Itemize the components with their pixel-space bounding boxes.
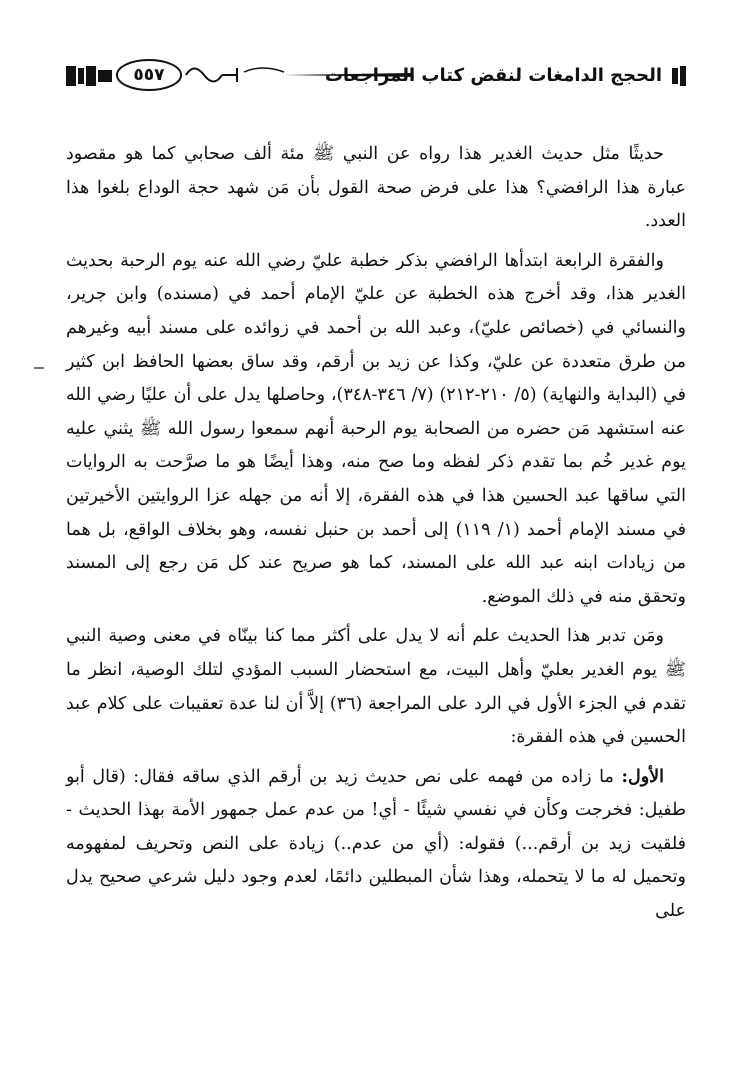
paragraph-text: ما زاده من فهمه على نص حديث زيد بن أرقم الذي ساقه فقال: (قال أبو طفيل: فخرجت وكأن في نفسي شيئًا - أي! من عدم عمل جمهور الأمة بهذا الحديث - فلقيت زيد بن أرقم...) فقوله: (أي من عدم..) زيادة على النص وتحريف لمفهومه وتحميل له ما لا يتحمله، وهذا شأن المبطلين دائمًا، لعدم وجود دليل شرعي صحيح يدل على [66,766,686,922]
flourish-left [186,69,222,82]
margin-mark [34,367,44,369]
paragraph-text: والفقرة الرابعة ابتدأها الرافضي بذكر خطبة عليّ رضي الله عنه يوم الرحبة بحديث الغدير هذا، وقد أخرج هذه الخطبة عن عليّ الإمام أحمد في (مسنده) وابن جرير، والنسائي في (خصائص عليّ)، وعبد الله بن أحمد في زوائده على مسند أبيه وغيرهم من طرق متعددة عن عليّ، وكذا عن زيد بن أرقم، وقد ساق بعضها الحافظ ابن كثير في (البداية والنهاية) (٥/ ٢١٠-٢١٢) (٧/ ٣٤٦-٣٤٨)، وحاصلها يدل على أن عليًا رضي الله عنه استشهد مَن حضره من الصحابة يوم الرحبة أنهم سمعوا رسول الله ﷺ يثني عليه يوم غدير خُم بما تقدم ذكر لفظه وما صح منه، وهذا أيضًا هو ما صرَّحت به الروايات التي ساقها عبد الحسين هذا في هذه الفقرة، إلا أنه من جهله عزا الروايتين الأخيرتين في مسند الإمام أحمد (١/ ١١٩) إلى أحمد بن حنبل نفسه، وهو بخلاف الواقع، بل هما من زيادات ابنه عبد الله على المسند، كما هو صريح عند كل مَن رجع إلى المسند وتحقق منه في ذلك الموضع. [66,250,687,607]
paragraph-text: حديثًا مثل حديث الغدير هذا رواه عن النبي ﷺ مئة ألف صحابي كما هو مقصود عبارة هذا الرافضي؟ هذا على فرض صحة القول بأن مَن شهد حجة الوداع بلغوا هذا العدد. [66,144,686,232]
paragraph-text: ومَن تدبر هذا الحديث علم أنه لا يدل على أكثر مما كنا بينّاه في معنى وصية النبي ﷺ يوم الغدير بعليّ وأهل البيت، مع استحضار السبب المؤدي لتلك الوصية، انظر ما تقدم في الجزء الأول في الرد على المراجعة (٣٦) إلاَّ أن لنا عدة تعقيبات على كلام عبد الحسين في هذه الفقرة: [66,626,687,748]
flourish-arc [244,68,284,72]
page-number: ٥٥٧ [133,65,165,85]
running-title: الحجج الدامغات لنقض كتاب المراجعات [324,65,662,86]
left-ornament-block [66,66,76,86]
paragraph [66,245,686,615]
left-ornament-block [98,70,112,82]
paragraph-lead: الأول: [621,766,664,787]
page-header [62,56,688,96]
right-ornament-block [680,66,686,86]
flourish-stem [222,68,237,82]
paragraph [66,138,686,239]
paragraph [66,620,686,754]
body-text [66,138,686,929]
left-ornament-block [86,66,96,86]
paragraph [66,761,686,929]
right-ornament-block [672,68,678,84]
left-ornament-block [78,68,84,84]
